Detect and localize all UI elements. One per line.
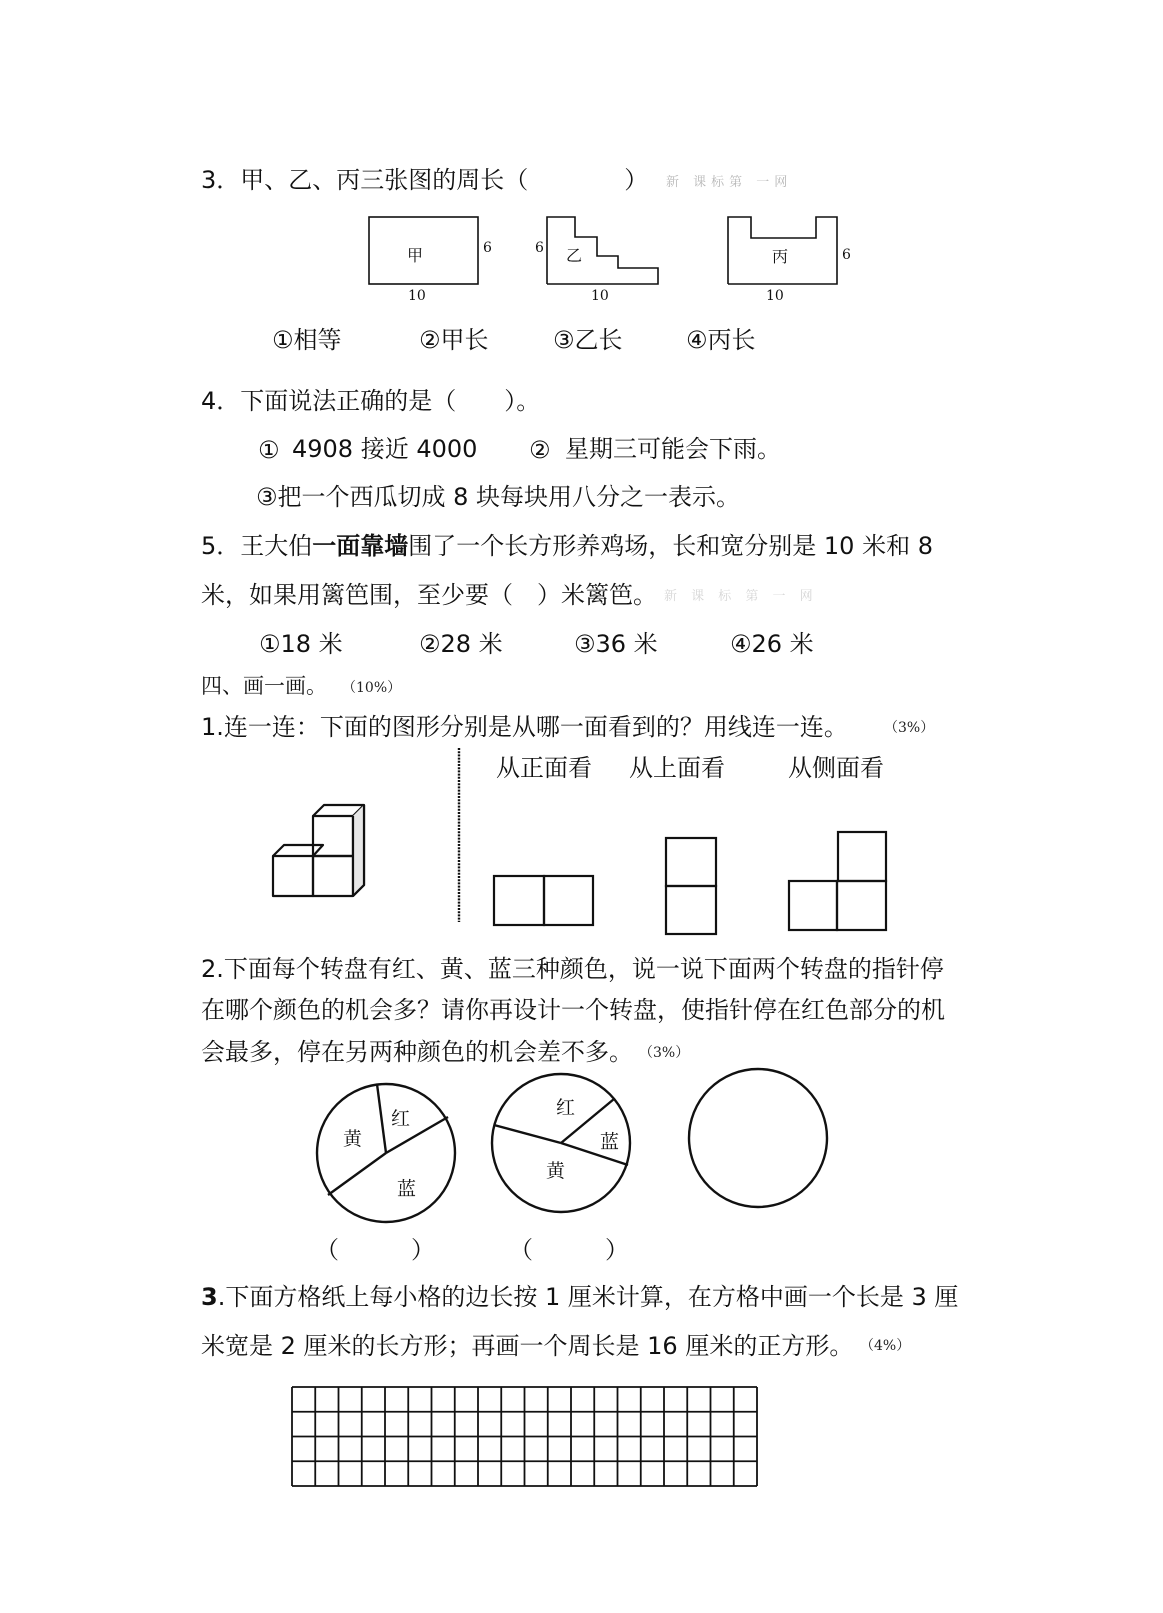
s4-p3-line-2: 米宽是 2 厘米的长方形；再画一个周长是 16 厘米的正方形。 bbox=[201, 1332, 854, 1360]
q3-option-2: ②甲长 bbox=[419, 326, 489, 354]
q3-option-1: ①相等 bbox=[272, 326, 342, 354]
s4-p2-score: （3%） bbox=[639, 1045, 690, 1061]
q5-option-1: ①18 米 bbox=[259, 630, 343, 658]
section4-title: 四、画一画。 bbox=[201, 674, 327, 698]
s4-p2-line-3: 会最多，停在另两种颜色的机会差不多。 bbox=[201, 1038, 633, 1066]
view-label-side: 从侧面看 bbox=[788, 754, 884, 782]
s4-p3-score: （4%） bbox=[860, 1338, 911, 1354]
q3-option-3: ③乙长 bbox=[553, 326, 623, 354]
q4-option-1-num: ① bbox=[258, 436, 280, 464]
figure-jia-label: 甲 bbox=[407, 246, 424, 265]
figure-bing-width: 10 bbox=[766, 288, 784, 304]
spinner-1-answer-blank[interactable]: （ ） bbox=[315, 1236, 435, 1264]
spinner-1-blue: 蓝 bbox=[397, 1178, 417, 1200]
figure-yi-height: 6 bbox=[535, 240, 544, 256]
q5-question-line-2: 米，如果用篱笆围，至少要（ ）米篱笆。 bbox=[201, 581, 657, 609]
s4-p1-question: 1.连一连：下面的图形分别是从哪一面看到的？用线连一连。 bbox=[201, 713, 848, 741]
spinner-1-yellow: 黄 bbox=[343, 1128, 363, 1150]
q5-option-4: ④26 米 bbox=[730, 630, 814, 658]
q3-question: 3．甲、乙、丙三张图的周长（ ） bbox=[201, 166, 649, 194]
view-label-top: 从上面看 bbox=[629, 754, 725, 782]
figure-jia-width: 10 bbox=[408, 288, 426, 304]
spinner-1-red: 红 bbox=[391, 1108, 411, 1130]
figure-jia-height: 6 bbox=[483, 240, 492, 256]
s4-p3-number: 3 bbox=[201, 1283, 218, 1311]
spinner-2-yellow: 黄 bbox=[546, 1160, 566, 1182]
view-label-front: 从正面看 bbox=[496, 754, 592, 782]
q4-option-1: 4908 接近 4000 bbox=[292, 435, 478, 463]
watermark: 新 课 标 第 一 网 bbox=[664, 589, 818, 604]
s4-p2-line-1: 2.下面每个转盘有红、黄、蓝三种颜色，说一说下面两个转盘的指针停 bbox=[201, 955, 944, 983]
q4-option-2-num: ② bbox=[529, 436, 551, 464]
watermark: 新 课标第 一网 bbox=[666, 175, 793, 190]
section4-score: （10%） bbox=[342, 680, 402, 696]
q5-option-2: ②28 米 bbox=[419, 630, 503, 658]
s4-p1-score: （3%） bbox=[884, 720, 935, 736]
q4-question: 4．下面说法正确的是（ ）。 bbox=[201, 387, 541, 415]
q4-option-2: 星期三可能会下雨。 bbox=[565, 435, 781, 463]
figure-bing-label: 丙 bbox=[772, 247, 789, 266]
q5-line1-pre: 5．王大伯 bbox=[201, 532, 313, 560]
q3-option-4: ④丙长 bbox=[686, 326, 756, 354]
spinner-2-red: 红 bbox=[556, 1097, 576, 1119]
q5-line1-bold: 一面靠墙 bbox=[312, 532, 409, 560]
spinner-2-answer-blank[interactable]: （ ） bbox=[509, 1236, 629, 1264]
spinner-2-blue: 蓝 bbox=[600, 1131, 620, 1153]
q4-option-3: ③把一个西瓜切成 8 块每块用八分之一表示。 bbox=[256, 483, 741, 511]
s4-p2-line-2: 在哪个颜色的机会多？请你再设计一个转盘，使指针停在红色部分的机 bbox=[201, 996, 945, 1024]
figure-yi-label: 乙 bbox=[566, 246, 583, 265]
figure-yi-width: 10 bbox=[591, 288, 609, 304]
q5-option-3: ③36 米 bbox=[574, 630, 658, 658]
s4-p3-line1-text: .下面方格纸上每小格的边长按 1 厘米计算，在方格中画一个长是 3 厘 bbox=[217, 1283, 959, 1311]
figure-bing-height: 6 bbox=[842, 247, 851, 263]
q5-line1-post: 围了一个长方形养鸡场，长和宽分别是 10 米和 8 bbox=[408, 532, 933, 560]
